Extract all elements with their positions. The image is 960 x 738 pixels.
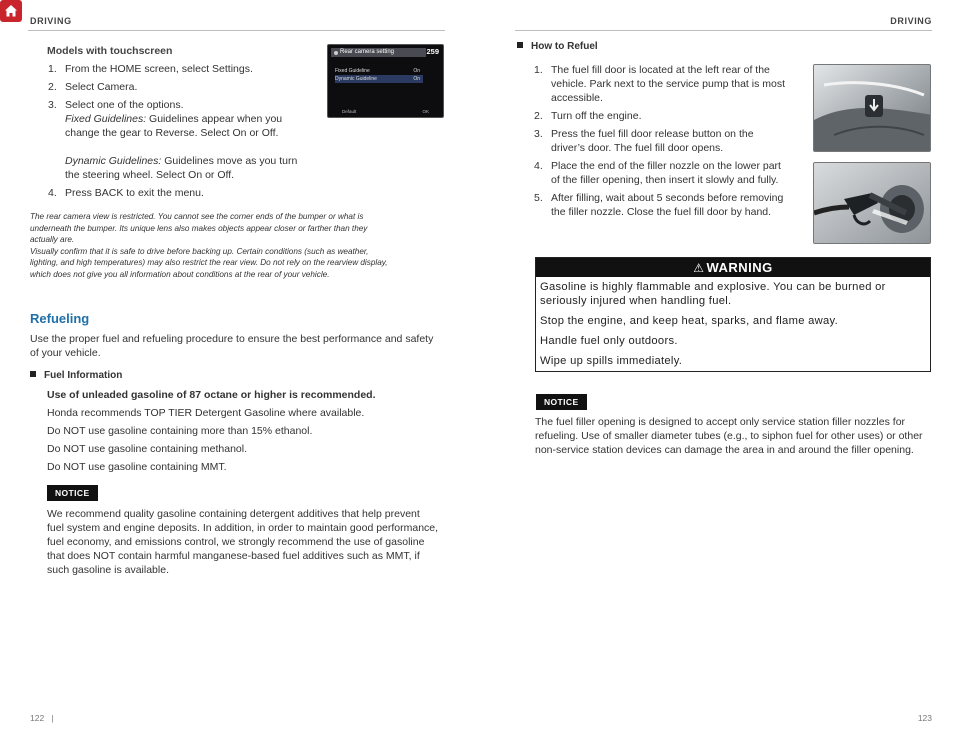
refueling-intro-line: Use the proper fuel and refueling procedure to ensure the best performance and safety — [30, 333, 434, 345]
fuel-information-heading: Fuel Information — [30, 370, 122, 381]
fixed-guidelines-line1: Fixed Guidelines: Guidelines appear when you — [65, 113, 283, 125]
dynamic-guidelines-line1: Dynamic Guidelines: Guidelines move as you turn — [65, 155, 298, 167]
notice-line: non-service station devices can damage the area in and around the filler opening. — [535, 444, 914, 456]
camera-note-line: The rear camera view is restricted. You cannot see the corner ends of the bumper or what is — [30, 212, 364, 221]
section-header-right: DRIVING — [890, 16, 932, 26]
camera-note-line: which does not give you all information about conditions at the rear of your vehicle. — [30, 269, 330, 279]
camera-note-line: underneath the bumper. Its unique lens also makes objects appear closer or farther than they — [30, 223, 368, 233]
notice-badge: NOTICE — [47, 485, 98, 501]
camera-note-line: actually are. — [30, 235, 75, 244]
dynamic-guidelines-line2: the steering wheel. Select On or Off. — [65, 169, 235, 181]
fuel-nozzle-photo — [813, 162, 931, 244]
notice-line: fuel system and engine deposits. In addition, in order to maintain good performance, — [47, 522, 439, 534]
screen-row-fixed[interactable]: Fixed Guideline On — [335, 68, 420, 74]
warning-line: Wipe up spills immediately. — [540, 355, 683, 367]
notice-line: such gasoline is available. — [47, 564, 169, 576]
square-bullet-icon — [517, 42, 523, 48]
screen-row-dynamic[interactable]: Dynamic Guideline On — [335, 75, 423, 83]
notice-line: We recommend quality gasoline containing detergent additives that help prevent — [47, 508, 420, 520]
fuel-line: Do NOT use gasoline containing methanol. — [47, 443, 248, 455]
page-number-left: 122 | — [30, 713, 54, 723]
camera-note-line: lighting, and high temperatures) may also restrict the rear view. Do not rely on the rearview display, — [30, 258, 388, 267]
square-bullet-icon — [30, 371, 36, 377]
warning-line: Handle fuel only outdoors. — [540, 335, 678, 347]
fuel-nozzle-illustration — [814, 163, 931, 244]
fixed-guidelines-line2: change the gear to Reverse. Select On or Off. — [65, 127, 279, 139]
fuel-line: Do NOT use gasoline containing more than 15% ethanol. — [47, 425, 313, 437]
warning-box — [535, 257, 931, 372]
refueling-intro-line: of your vehicle. — [30, 347, 101, 359]
notice-line: The fuel filler opening is designed to accept only service station filler nozzles for — [535, 416, 906, 428]
warning-header: ⚠ WARNING — [536, 258, 930, 277]
notice-line: refueling. Use of smaller diameter tubes (e.g., to siphon fuel for other uses) or other — [535, 430, 923, 442]
screen-title-bar: Rear camera setting — [331, 48, 426, 57]
notice-line: that does NOT contain harmful manganese-based fuel additives such as MMT, if — [47, 550, 420, 562]
fuel-line-octane: Use of unleaded gasoline of 87 octane or higher is recommended. — [47, 389, 376, 401]
how-to-refuel-heading: How to Refuel — [517, 41, 598, 52]
fuel-line: Do NOT use gasoline containing MMT. — [47, 461, 227, 473]
notice-badge: NOTICE — [536, 394, 587, 410]
warning-triangle-icon: ⚠ — [693, 261, 705, 275]
page-number-right: 123 — [917, 713, 932, 723]
fuel-door-release-illustration — [814, 65, 931, 152]
screen-default-button[interactable]: Default — [342, 109, 357, 114]
screen-number: 259 — [426, 47, 439, 56]
warning-line: seriously injured when handling fuel. — [540, 295, 732, 307]
refueling-title: Refueling — [30, 311, 90, 326]
right-page: How to Refuel 1. The fuel fill door is located at the left rear of the vehicle. Park next to the service pump that is most accessible. 2. Turn off the engine. 3. Press the fuel fill door release button on the driver’s door. The fuel fill door opens. 4. Place the end of the filler nozzle on the lower part of the filler opening, then insert it slowly and fully. 5. After filling, wait about 5 seconds before removing the filler nozzle. Close the fuel fill door by hand. ⚠ WARNING Gasoline is highly flammable and explosive. You can be burned or seriously injured when handling fuel. Stop the engine, and keep heat, sparks, and flame away. Handle fuel only outdoors. Wipe up spills immediately. NOTICE The fuel filler opening is designed to accept only service station filler nozzles for refueling. Use of smaller diameter tubes (e.g., to siphon fuel for other uses) or other non-service station devices can damage the area in and around the filler opening. 123 — [480, 0, 960, 738]
back-dot-icon — [334, 51, 338, 55]
rear-camera-setting-screen — [327, 44, 444, 118]
section-header-left: DRIVING — [30, 16, 72, 26]
warning-line: Gasoline is highly flammable and explosive. You can be burned or — [540, 281, 886, 293]
left-page: Models with touchscreen 1. From the HOME screen, select Settings. 2. Select Camera. 3. Select one of the options. Fixed Guidelines: Guidelines appear when you change the gear to Reverse. Select On or Off. Dynamic Guidelines: Guidelines move as you turn the steering wheel. Select On or Off. 4. Press BACK to exit the menu. Rear camera setting 259 Fixed Guideline On Dynamic Guideline On Default OK The rear camera view is restricted. You cannot see the corner ends of the bumper or what is underneath the bumper. Its unique lens also makes objects appear closer or farther than they actually are. Visually confirm that it is safe to drive before backing up. Certain conditions (such as weather, lighting, and high temperatures) may also restrict the rear view. Do not rely on the rearview display, which does not give you all information about conditions at the rear of your vehicle. Refueling Use the proper fuel and refueling procedure to ensure the best performance and safety of your vehicle. Fuel Information Use of unleaded gasoline of 87 octane or higher is recommended. Honda recommends TOP TIER Detergent Gasoline where available. Do NOT use gasoline containing more than 15% ethanol. Do NOT use gasoline containing methanol. Do NOT use gasoline containing MMT. NOTICE We recommend quality gasoline containing detergent additives that help prevent fuel system and engine deposits. In addition, in order to maintain good performance, fuel economy, and emissions control, we strongly recommend the use of gasoline that does NOT contain harmful manganese-based fuel additives such as MMT, if such gasoline is available. 122 | — [0, 0, 480, 738]
screen-ok-button[interactable]: OK — [422, 109, 429, 114]
warning-line: Stop the engine, and keep heat, sparks, and flame away. — [540, 315, 839, 327]
camera-note-line: Visually confirm that it is safe to drive before backing up. Certain conditions (such as weather, — [30, 246, 369, 256]
fuel-door-release-photo — [813, 64, 931, 152]
fuel-line: Honda recommends TOP TIER Detergent Gasoline where available. — [47, 407, 365, 419]
notice-line: fuel economy, and emissions control, we strongly recommend the use of gasoline — [47, 536, 425, 548]
models-heading: Models with touchscreen — [47, 45, 173, 57]
